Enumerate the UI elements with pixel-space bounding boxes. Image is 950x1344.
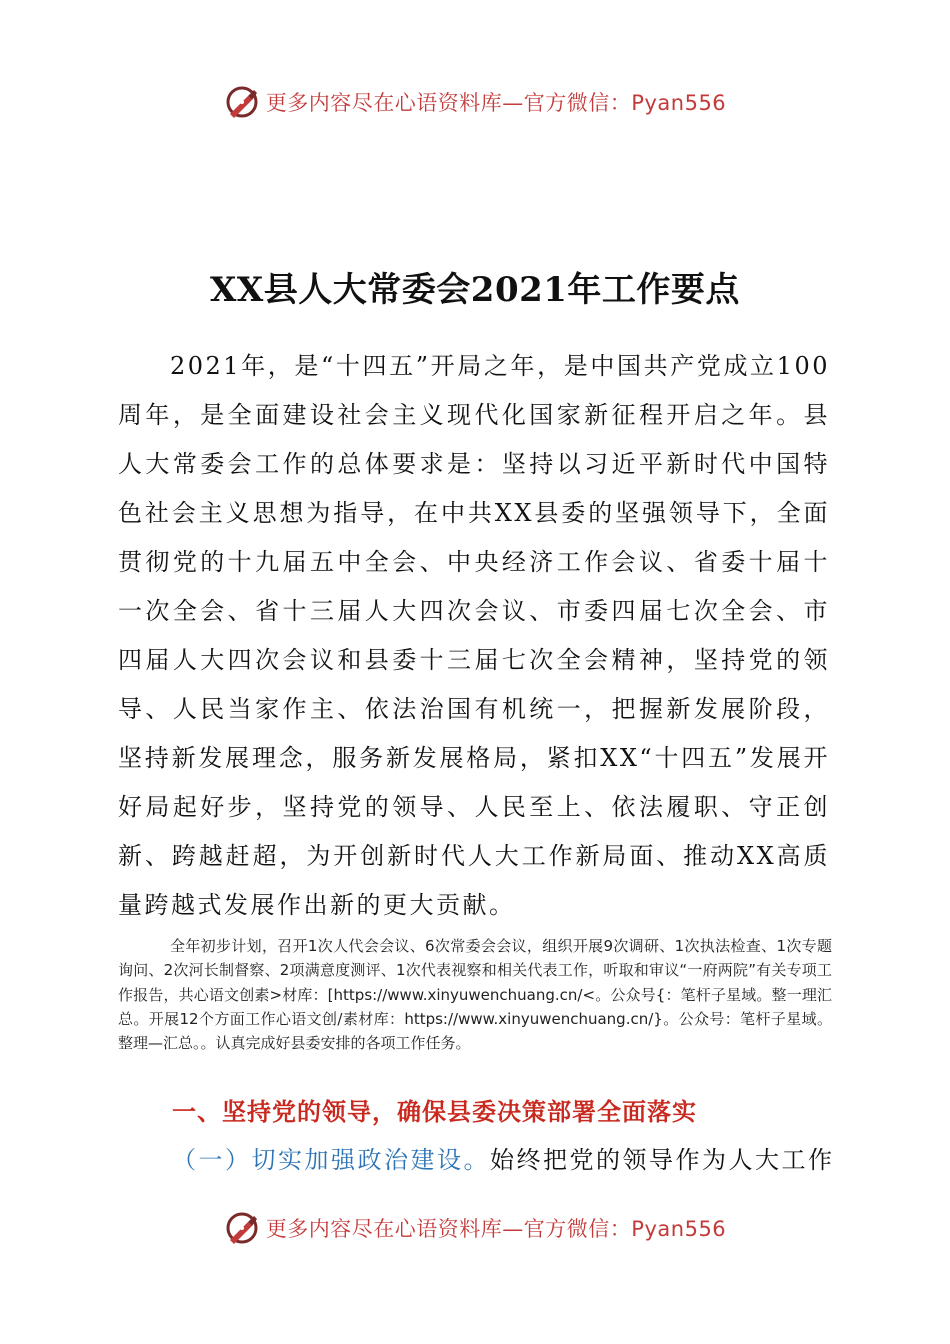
footer-watermark-banner xyxy=(0,1206,950,1250)
pen-nib-circle-icon xyxy=(224,84,260,120)
document-title: XX县人大常委会2021年工作要点 xyxy=(210,270,740,310)
header-watermark-banner xyxy=(0,80,950,124)
footer-watermark-text: 更多内容尽在心语资料库—官方微信：Pyan556 xyxy=(265,1217,727,1241)
subsection-line xyxy=(172,1140,835,1175)
intro-paragraph: 2021年，是“十四五”开局之年，是中国共产党成立100周年，是全面建设社会主义现代化国家新征程开启之年。县人大常委会工作的总体要求是：坚持以习近平新时代中国特色社会主义思想为指导，在中共XX县委的坚强领导下，全面贯彻党的十九届五中全会、中央经济工作会议、省委十届十一次全会、省十三届人大四次会议、市委四届七次全会、市四届人大四次会议和县委十三届七次全会精神，坚持党的领导、人民当家作主、依法治国有机统一，把握新发展阶段，坚持新发展理念，服务新发展格局，紧扣XX“十四五”发展开好局起好步，坚持党的领导、人民至上、依法履职、守正创新、跨越赶超，为开创新时代人大工作新局面、推动XX高质量跨越式发展作出新的更大贡献。 xyxy=(118,352,830,919)
header-watermark-text: 更多内容尽在心语资料库—官方微信：Pyan556 xyxy=(265,91,727,115)
subsection-label: （一）切实加强政治建设。 xyxy=(172,1146,490,1174)
section-heading: 一、坚持党的领导，确保县委决策部署全面落实 xyxy=(172,1098,697,1126)
plan-paragraph: 全年初步计划，召开1次人代会会议、6次常委会会议，组织开展9次调研、1次执法检查、1次专题询问、2次河长制督察、2项满意度测评、1次代表视察和相关代表工作，听取和审议“一府两院”有关专项工作报告，共心语文创素>材库：[https://www.xinyuwenchuang.cn/<。公众号{：笔杆子星域。整一理汇总。开展12个方面工作心语文创/素材库：https://www.xinyuwenchuang.cn/}。公众号：笔杆子星域。整理—汇总。。认真完成好县委安排的各项工作任务。 xyxy=(118,937,832,1053)
pen-nib-circle-icon xyxy=(224,1210,260,1246)
subsection-text: 始终把党的领导作为人大工作 xyxy=(490,1146,835,1174)
